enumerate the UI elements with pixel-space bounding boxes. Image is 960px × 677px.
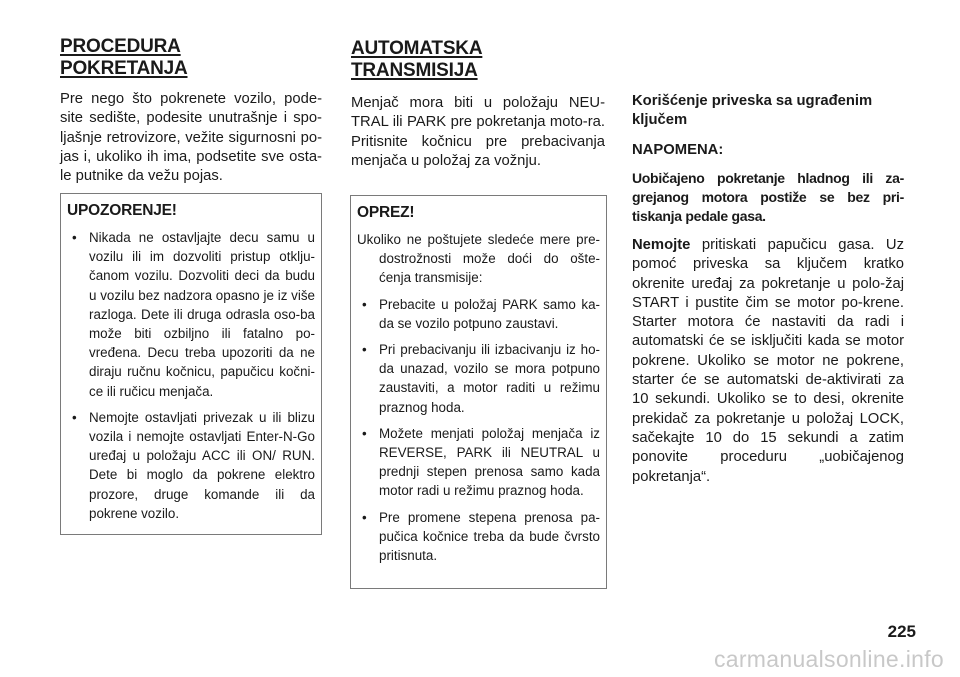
caution-intro: Ukoliko ne poštujete sledeće mere pre-dostrožnosti može doći do ošte-ćenja transmisije:: [357, 232, 600, 286]
column-key-fob-start: [632, 36, 904, 487]
page-number: 225: [887, 622, 916, 641]
bullet-icon: •: [72, 230, 77, 245]
caution-heading: OPREZ!: [357, 204, 415, 221]
caution-box: [350, 195, 607, 589]
caution-item-text: Pre promene stepena prenosa pa-pučica kočnice treba da bude čvrsto pritisnuta.: [379, 509, 600, 564]
bullet-icon: •: [362, 509, 367, 525]
warning-heading: UPOZORENJE!: [67, 202, 177, 219]
instructions-text: pritiskati papučicu gasa. Uz pomoć priveska sa ključem kratko okrenite uređaj za pokretanje u polo-žaj START i pustite čim se motor po-krene. Starter motora će nastaviti da radi i automatski će se isključiti kada se motor pokrene. Ukoliko se motor ne pokrene, starter će se automatski de-aktivirati za 10 sekundi. Ukoliko se to desi, okrenite prekidač za pokretanje u položaj LOCK, sačekajte 10 do 15 sekundi a zatim ponovite proceduru „uobičajenog pokretanja“.: [632, 237, 904, 485]
warning-item-text: Nikada ne ostavljajte decu samu u vozilu ili im dozvoliti pristup otklju-čanom vozilu. Dozvoliti deci da budu u vozilu bez nadzora opasno je iz više razloga. Dete ili druga odrasla oso-ba može biti ozbiljno ili fatalno po-vređena. Decu treba upozoriti da ne diraju ručnu kočnicu, papučicu kočni-ce ili ručicu menjača.: [89, 230, 315, 399]
note-text: Uobičajeno pokretanje hladnog ili za-grejanog motora postiže se bez pri-tiskanja pedale gasa.: [632, 170, 904, 224]
warning-box: [60, 193, 322, 535]
key-fob-subheading: Korišćenje priveska sa ugrađenim ključem: [632, 93, 873, 128]
key-fob-instructions: [632, 236, 904, 487]
bullet-icon: •: [362, 296, 367, 312]
warning-list: [67, 228, 315, 523]
title-line-1: AUTOMATSKA: [351, 38, 483, 59]
transmission-text: Menjač mora biti u položaju NEU-TRAL ili PARK pre pokretanja moto-ra. Pritisnite kočnicu pre prebacivanja menjača u položaj za vožnju.: [351, 95, 605, 169]
warning-item-text: Nemojte ostavljati privezak u ili blizu vozila i nemojte ostavljati Enter-N-Go uređaj u položaju ACC ili ON/ RUN. Dete bi moglo da pokrene elektro prozore, druge komande ili da pokrene vozilo.: [89, 409, 315, 521]
warning-item: [67, 408, 315, 523]
caution-item-text: Pri prebacivanju ili izbacivanju iz ho-da unazad, vozilo se mora potpuno zaustaviti, a motor raditi u režimu praznog hoda.: [379, 342, 600, 415]
caution-item-text: Prebacite u položaj PARK samo ka-da se vozilo potpuno zaustavi.: [379, 296, 600, 331]
section-title-automatic-transmission: [351, 38, 605, 82]
column-starting-procedure: [60, 36, 322, 186]
lead-word: Nemojte: [632, 237, 691, 253]
caution-item: [357, 295, 600, 333]
title-line-2: TRANSMISIJA: [351, 60, 478, 81]
note-heading: NAPOMENA:: [632, 142, 724, 158]
watermark: carmanualsonline.info: [713, 646, 944, 672]
caution-item: [357, 424, 600, 501]
title-line-1: PROCEDURA: [60, 36, 181, 57]
caution-item: [357, 508, 600, 566]
caution-list: [357, 295, 600, 566]
bullet-icon: •: [362, 342, 367, 358]
caution-item: [357, 340, 600, 417]
bullet-icon: •: [362, 425, 367, 441]
title-line-2: POKRETANJA: [60, 58, 188, 79]
warning-item: [67, 228, 315, 401]
starting-procedure-text: Pre nego što pokrenete vozilo, pode-site sedište, podesite unutrašnje i spo-ljašnje retrovizore, vežite sigurnosni po-jas i, ukoliko ih ima, podsetite sve osta-le putnike da vežu pojas.: [60, 91, 322, 185]
column-automatic-transmission: [351, 36, 605, 171]
bullet-icon: •: [72, 409, 77, 425]
caution-item-text: Možete menjati položaj menjača iz REVERSE, PARK ili NEUTRAL u prednji stepen prenosa samo kada motor radi u režimu praznog hoda.: [379, 425, 600, 499]
section-title-starting-procedure: [60, 36, 322, 80]
